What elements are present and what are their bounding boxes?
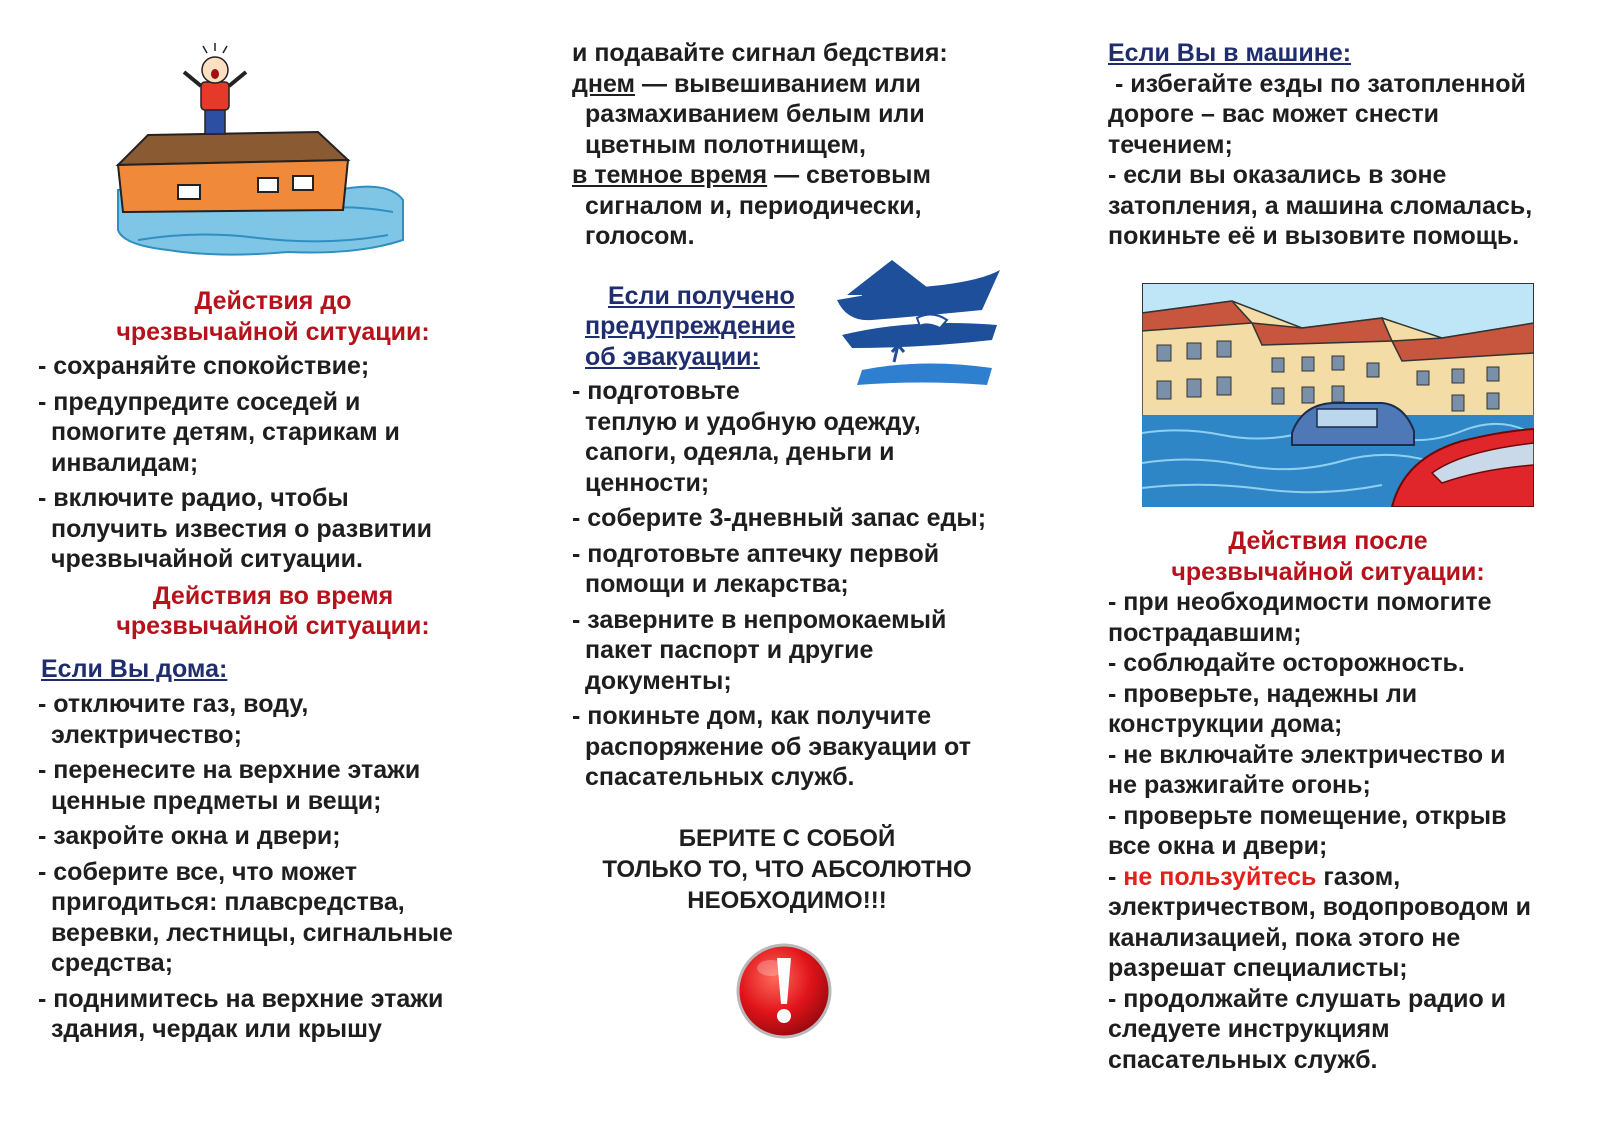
item-line: пакет паспорт и другие [585, 636, 874, 664]
text-line: следуете инструкциям [1108, 1015, 1390, 1043]
text-line: дороге – вас может снести [1108, 100, 1439, 128]
before-list [38, 351, 508, 575]
item-line: ценности; [585, 468, 710, 497]
list-item [572, 503, 1022, 534]
during-heading [38, 581, 508, 642]
take-only-line: БЕРИТЕ С СОБОЙ [678, 824, 896, 852]
item-line: теплую и удобную одежду, [585, 407, 921, 436]
text-line: покиньте её и вызовите помощь. [1108, 222, 1520, 250]
signal-intro: и подавайте сигнал бедствия: [572, 39, 948, 67]
text-line: - избегайте езды по затопленной [1108, 69, 1526, 98]
home-heading: Если Вы дома: [41, 654, 228, 683]
text-line: - проверьте, надежны ли [1108, 679, 1418, 708]
item-line: - отключите газ, воду, [38, 690, 309, 718]
list-item [38, 755, 508, 816]
item-line: - покиньте дом, как получите [572, 702, 932, 730]
item-line: здания, чердак или крышу [51, 1015, 382, 1043]
evac-heading-line: об эвакуации: [585, 342, 760, 371]
day-line [572, 69, 1022, 100]
evacuation-flood-icon [832, 240, 1002, 390]
flooded-street-cars-icon [1142, 283, 1534, 507]
day-cont: цветным полотнищем, [585, 130, 866, 159]
item-line: - соберите все, что может [38, 857, 357, 886]
text-line: пострадавшим; [1108, 618, 1302, 647]
text-line: - проверьте помещение, открыв [1108, 801, 1507, 830]
item-line: - поднимитесь на верхние этажи [38, 984, 444, 1013]
text-line: не разжигайте огонь; [1108, 771, 1371, 799]
text-rest: газом, [1316, 862, 1401, 891]
item-line: - заверните в непромокаемый [572, 605, 947, 634]
after-text [1108, 587, 1578, 1075]
item-line: сапоги, одеяла, деньги и [585, 438, 895, 466]
before-heading-line: чрезвычайной ситуации: [116, 317, 430, 346]
item-line: - подготовьте аптечку первой [572, 539, 940, 568]
list-item [572, 539, 1022, 600]
item-line: документы; [585, 666, 732, 695]
text-line: - не включайте электричество и [1108, 740, 1506, 769]
day-word: днем [572, 69, 636, 98]
item-line: - перенесите на верхние этажи [38, 756, 421, 784]
text-line: течением; [1108, 130, 1233, 159]
list-item [38, 821, 508, 852]
list-item [572, 605, 1022, 697]
item-line: - сохраняйте спокойствие; [38, 352, 370, 380]
column-right [1108, 38, 1578, 252]
night-line [572, 160, 1022, 191]
day-rest: — вывешиванием или [635, 69, 921, 98]
home-list [38, 689, 508, 1045]
after-heading-line: Действия после [1228, 527, 1428, 555]
item-line: - включите радио, чтобы [38, 484, 349, 512]
take-only-line: ТОЛЬКО ТО, ЧТО АБСОЛЮТНО [602, 855, 972, 883]
before-heading-line: Действия до [194, 287, 352, 315]
item-line: помощи и лекарства; [585, 570, 849, 598]
text-line: разрешат специалисты; [1108, 954, 1408, 982]
item-line: получить известия о развитии [51, 514, 432, 543]
list-item [38, 984, 508, 1045]
list-item [38, 387, 508, 479]
night-rest: — световым [767, 161, 931, 189]
car-heading: Если Вы в машине: [1108, 39, 1352, 67]
during-heading-line: чрезвычайной ситуации: [116, 612, 430, 640]
text-line: - продолжайте слушать радио и [1108, 984, 1507, 1013]
before-heading [38, 286, 508, 347]
text-line: электричеством, водопроводом и [1108, 893, 1531, 921]
evac-heading-line: предупреждение [585, 312, 796, 340]
item-line: - соберите 3-дневный запас еды; [572, 504, 987, 532]
item-line: веревки, лестницы, сигнальные [51, 918, 453, 947]
text-line: канализацией, пока этого не [1108, 923, 1461, 952]
item-line: пригодиться: плавсредства, [51, 888, 405, 916]
item-line: - предупредите соседей и [38, 387, 361, 416]
warning-exclamation-icon [735, 942, 833, 1040]
after-section [1108, 526, 1578, 1075]
night-cont: голосом. [585, 222, 695, 250]
column-middle [572, 38, 1022, 916]
text-line: - если вы оказались в зоне [1108, 161, 1447, 189]
text-line [1108, 862, 1578, 893]
text-line: - соблюдайте осторожность. [1108, 649, 1465, 677]
list-item [38, 857, 508, 979]
list-item [38, 689, 508, 750]
text-line: затопления, а машина сломалась, [1108, 191, 1533, 220]
text-line: конструкции дома; [1108, 710, 1343, 738]
evac-heading-line: Если получено [608, 281, 795, 310]
text-line: спасательных служб. [1108, 1045, 1378, 1074]
take-only-line: НЕОБХОДИМО!!! [687, 886, 887, 914]
list-item [572, 376, 1022, 498]
night-cont: сигналом и, периодически, [585, 191, 922, 220]
item-line: - закройте окна и двери; [38, 822, 341, 850]
do-not-use-warning: не пользуйтесь [1123, 862, 1317, 891]
item-line: инвалидам; [51, 448, 199, 477]
list-item [38, 351, 508, 382]
column-left [38, 0, 508, 1050]
text-line: все окна и двери; [1108, 832, 1328, 860]
item-line: помогите детям, старикам и [51, 418, 400, 446]
list-item [38, 483, 508, 575]
evac-list [572, 376, 1022, 793]
item-line: чрезвычайной ситуации. [51, 545, 363, 573]
item-line: средства; [51, 949, 174, 977]
text-line: - при необходимости помогите [1108, 588, 1492, 616]
during-heading-line: Действия во время [152, 581, 394, 610]
take-only-note [572, 823, 1002, 916]
after-heading-line: чрезвычайной ситуации: [1171, 557, 1485, 586]
car-text [1108, 69, 1578, 252]
night-word: в темное время [572, 161, 768, 189]
list-item [572, 701, 1022, 793]
dash: - [1108, 862, 1124, 891]
item-line: распоряжение об эвакуации от [585, 732, 971, 761]
item-line: - подготовьте [572, 377, 740, 405]
item-line: электричество; [51, 720, 242, 749]
day-cont: размахиванием белым или [585, 100, 925, 128]
item-line: ценные предметы и вещи; [51, 786, 382, 815]
item-line: спасательных служб. [585, 763, 855, 791]
after-heading [1108, 526, 1548, 587]
